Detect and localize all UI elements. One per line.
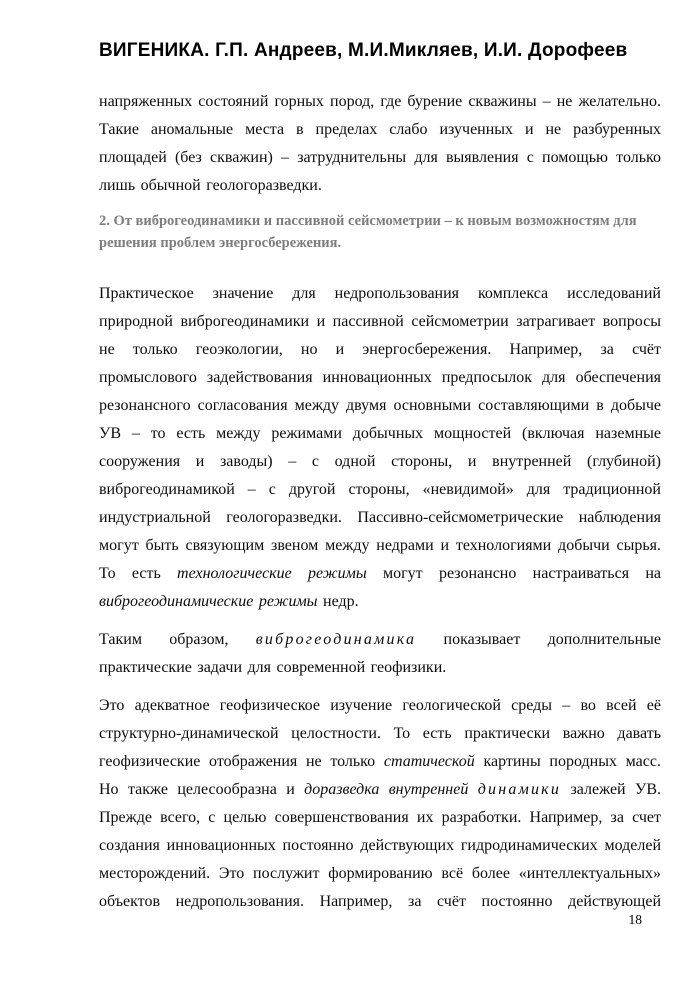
text-run: технологические режимы	[177, 565, 367, 582]
text-run: статической	[383, 753, 475, 770]
text-run: динамики	[477, 781, 562, 798]
text-run: недр.	[317, 593, 359, 610]
text-run: Таким образом,	[99, 631, 256, 648]
text-run: виброгеодинамические режимы	[99, 593, 318, 610]
document-title: ВИГЕНИКА. Г.П. Андреев, М.И.Микляев, И.И. Дорофеев	[99, 40, 628, 61]
document-body	[99, 88, 661, 916]
text-run: картины породных масс. Но также целесообразна и	[99, 753, 661, 798]
paragraph-2	[99, 280, 661, 616]
text-run: напряженных состояний горных пород, где бурение скважины – не желательно. Такие аномальные места в пределах слабо изученных и не разбуренных площадей (без скважин) – затруднительны для выявления с помощью только лишь обычной геологоразведки.	[99, 93, 661, 194]
text-run: Практическое значение для недропользования комплекса исследований природной виброгеодинамики и пассивной сейсмометрии затрагивает вопросы не только геоэкологии, но и энергосбережения. Например, за счёт промыслового задействования инновационных предпосылок для обеспечения резонансного согласования между двумя основными составляющими в добыче УВ – то есть между режимами добычных мощностей (включая наземные сооружения и заводы) – с одной стороны, и внутренней (глубиной) виброгеодинамикой – с другой стороны, «невидимой» для традиционной индустриальной геологоразведки. Пассивно-сейсмометрические наблюдения могут быть связующим звеном между недрами и технологиями добычи сырья. То есть	[99, 285, 661, 582]
paragraph-1	[99, 88, 661, 200]
text-run: Это адекватное геофизическое изучение геологической среды – во всей её структурно-динамической целостности. То есть практически важно давать геофизические отображения не только	[99, 697, 661, 770]
text-run: залежей УВ. Прежде всего, с целью совершенствования их разработки. Например, за счет создания инновационных постоянно действующих гидродинамических моделей месторождений. Это послужит формированию всё более «интеллектуальных» объектов недропользования. Например, за счёт постоянно действующей	[99, 781, 661, 910]
text-run: показывает дополнительные практические задачи для современной геофизики.	[99, 631, 661, 676]
paragraph-4	[99, 692, 661, 916]
page-number: 18	[628, 912, 642, 927]
text-run: доразведка внутренней	[304, 781, 478, 798]
text-run: могут резонансно настраиваться на	[366, 565, 662, 582]
section-heading: 2. От виброгеодинамики и пассивной сейсмометрии – к новым возможностям для решения проблем энергосбережения.	[99, 213, 637, 251]
paragraph-3	[99, 626, 661, 682]
text-run: виброгеодинамика	[255, 631, 417, 648]
